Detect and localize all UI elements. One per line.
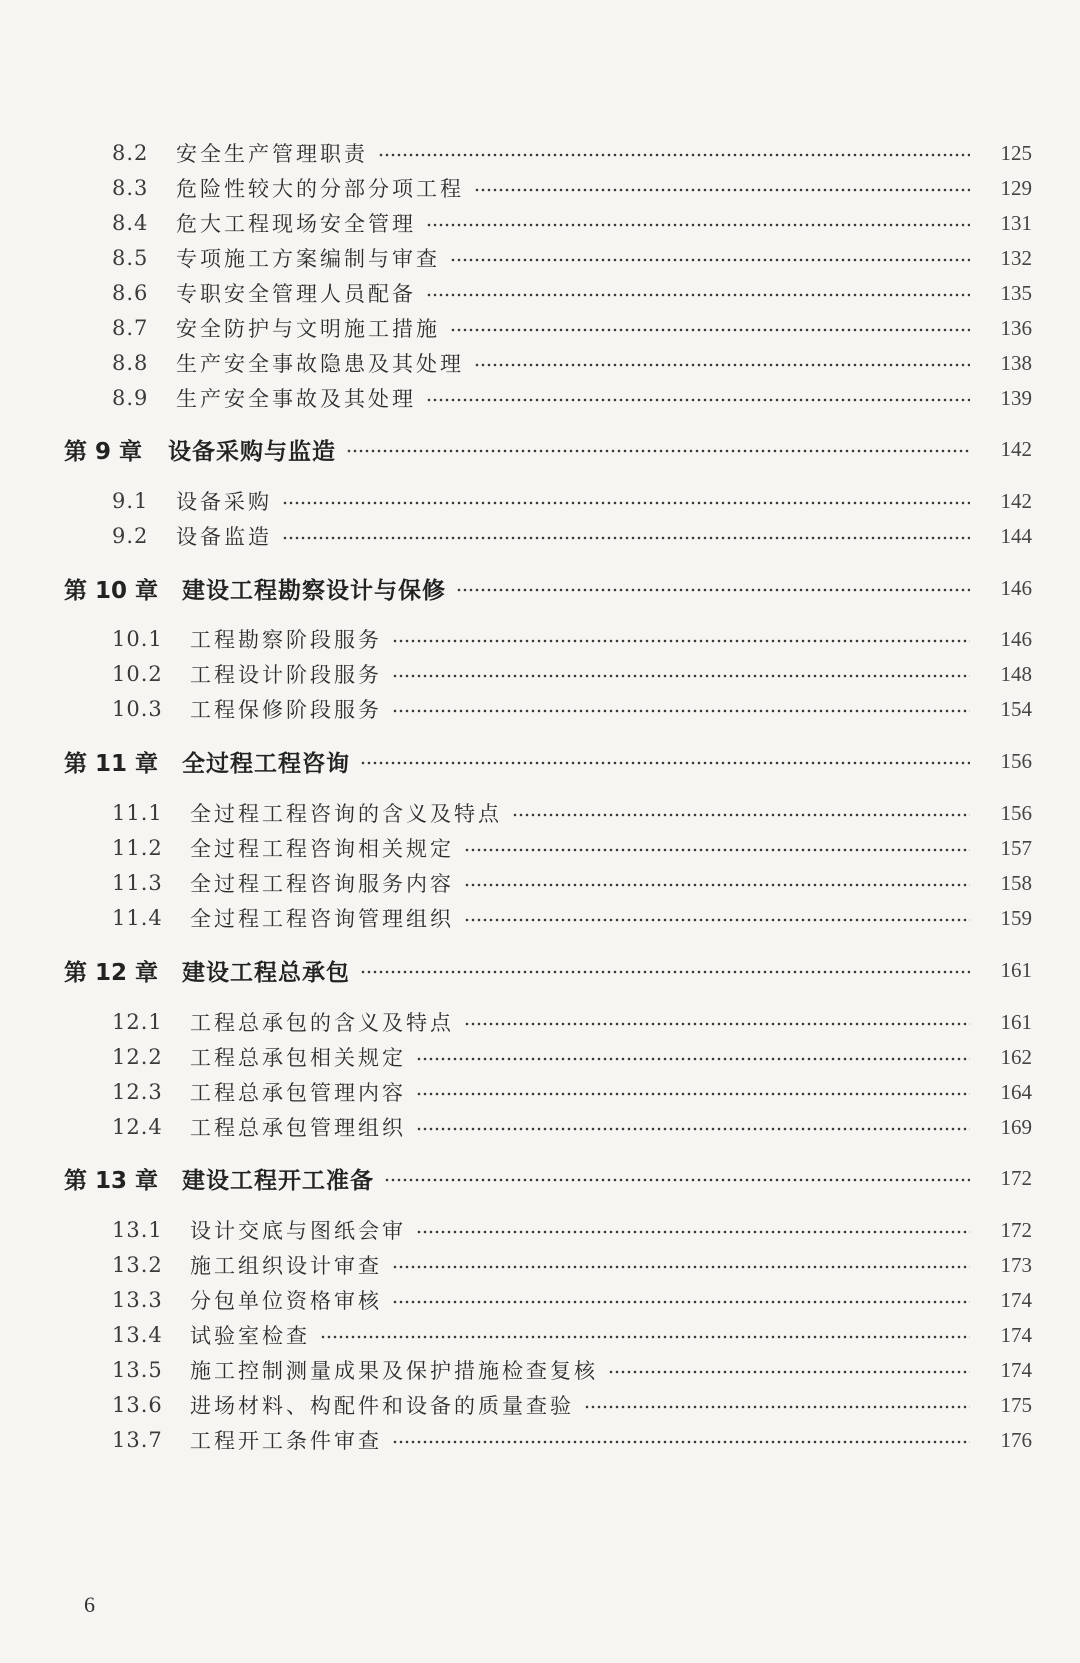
page-number: 129 bbox=[1000, 175, 1032, 200]
section-title: 安全生产管理职责 bbox=[176, 142, 368, 166]
toc-section-entry[interactable] bbox=[0, 171, 1080, 205]
chapter-number: 第 9 章 bbox=[64, 438, 143, 465]
section-title: 施工控制测量成果及保护措施检查复核 bbox=[190, 1359, 598, 1383]
toc-section-entry[interactable] bbox=[0, 276, 1080, 310]
page-number: 132 bbox=[1000, 245, 1032, 270]
chapter-title: 建设工程总承包 bbox=[182, 959, 350, 986]
page-number: 161 bbox=[1000, 957, 1032, 982]
dot-leader bbox=[378, 153, 970, 157]
page-number: 136 bbox=[1000, 315, 1032, 340]
toc-section-entry[interactable] bbox=[0, 519, 1080, 553]
section-title: 危险性较大的分部分项工程 bbox=[176, 177, 464, 201]
section-title: 专项施工方案编制与审查 bbox=[176, 247, 440, 271]
dot-leader bbox=[384, 1178, 970, 1182]
section-number: 8.9 bbox=[112, 386, 149, 410]
page-number: 159 bbox=[1000, 905, 1032, 930]
section-number: 10.2 bbox=[112, 662, 163, 686]
toc-section-entry[interactable] bbox=[0, 484, 1080, 518]
toc-chapter-entry[interactable] bbox=[0, 571, 1080, 605]
page-number: 125 bbox=[1000, 140, 1032, 165]
page-number: 162 bbox=[1000, 1044, 1032, 1069]
dot-leader bbox=[474, 363, 970, 367]
dot-leader bbox=[416, 1127, 970, 1131]
toc-section-entry[interactable] bbox=[0, 1110, 1080, 1144]
section-title: 全过程工程咨询相关规定 bbox=[190, 837, 454, 861]
dot-leader bbox=[346, 449, 970, 453]
toc-section-entry[interactable] bbox=[0, 1005, 1080, 1039]
toc-section-entry[interactable] bbox=[0, 1248, 1080, 1282]
dot-leader bbox=[282, 536, 970, 540]
section-number: 12.4 bbox=[112, 1115, 163, 1139]
dot-leader bbox=[416, 1092, 970, 1096]
section-number: 12.1 bbox=[112, 1010, 163, 1034]
page-number: 135 bbox=[1000, 280, 1032, 305]
toc-chapter-entry[interactable] bbox=[0, 1161, 1080, 1195]
toc-section-entry[interactable] bbox=[0, 136, 1080, 170]
section-title: 设计交底与图纸会审 bbox=[190, 1219, 406, 1243]
section-title: 危大工程现场安全管理 bbox=[176, 212, 416, 236]
section-title: 工程总承包管理组织 bbox=[190, 1116, 406, 1140]
dot-leader bbox=[392, 639, 970, 643]
dot-leader bbox=[608, 1370, 970, 1374]
toc-chapter-entry[interactable] bbox=[0, 953, 1080, 987]
page-number: 174 bbox=[1000, 1357, 1032, 1382]
section-number: 11.3 bbox=[112, 871, 163, 895]
section-number: 9.1 bbox=[112, 489, 149, 513]
toc-section-entry[interactable] bbox=[0, 1075, 1080, 1109]
section-number: 8.6 bbox=[112, 281, 149, 305]
chapter-title: 建设工程开工准备 bbox=[182, 1167, 374, 1194]
section-number: 13.5 bbox=[112, 1358, 163, 1382]
chapter-number: 第 13 章 bbox=[64, 1167, 159, 1194]
toc-section-entry[interactable] bbox=[0, 381, 1080, 415]
dot-leader bbox=[584, 1405, 970, 1409]
chapter-number: 第 10 章 bbox=[64, 577, 159, 604]
section-number: 8.7 bbox=[112, 316, 149, 340]
section-title: 全过程工程咨询服务内容 bbox=[190, 872, 454, 896]
dot-leader bbox=[474, 188, 970, 192]
page-number: 172 bbox=[1000, 1165, 1032, 1190]
chapter-title: 设备采购与监造 bbox=[168, 438, 336, 465]
dot-leader bbox=[282, 501, 970, 505]
dot-leader bbox=[456, 588, 970, 592]
dot-leader bbox=[450, 258, 970, 262]
toc-section-entry[interactable] bbox=[0, 866, 1080, 900]
dot-leader bbox=[392, 709, 970, 713]
toc-chapter-entry[interactable] bbox=[0, 744, 1080, 778]
page-number: 169 bbox=[1000, 1114, 1032, 1139]
toc-section-entry[interactable] bbox=[0, 901, 1080, 935]
toc-chapter-entry[interactable] bbox=[0, 432, 1080, 466]
dot-leader bbox=[392, 674, 970, 678]
dot-leader bbox=[426, 223, 970, 227]
page-number: 164 bbox=[1000, 1079, 1032, 1104]
section-number: 8.5 bbox=[112, 246, 149, 270]
section-number: 11.4 bbox=[112, 906, 163, 930]
section-title: 专职安全管理人员配备 bbox=[176, 282, 416, 306]
dot-leader bbox=[464, 1022, 970, 1026]
section-number: 13.7 bbox=[112, 1428, 163, 1452]
section-title: 试验室检查 bbox=[190, 1324, 310, 1348]
dot-leader bbox=[464, 883, 970, 887]
dot-leader bbox=[360, 970, 970, 974]
section-title: 全过程工程咨询管理组织 bbox=[190, 907, 454, 931]
section-title: 工程总承包的含义及特点 bbox=[190, 1011, 454, 1035]
page-number: 175 bbox=[1000, 1392, 1032, 1417]
dot-leader bbox=[464, 918, 970, 922]
section-title: 进场材料、构配件和设备的质量查验 bbox=[190, 1394, 574, 1418]
page-number: 148 bbox=[1000, 661, 1032, 686]
section-number: 13.2 bbox=[112, 1253, 163, 1277]
section-number: 8.4 bbox=[112, 211, 149, 235]
section-number: 8.2 bbox=[112, 141, 149, 165]
dot-leader bbox=[512, 813, 970, 817]
page-number: 139 bbox=[1000, 385, 1032, 410]
page-number: 172 bbox=[1000, 1217, 1032, 1242]
page-number: 176 bbox=[1000, 1427, 1032, 1452]
toc-section-entry[interactable] bbox=[0, 1213, 1080, 1247]
dot-leader bbox=[392, 1440, 970, 1444]
section-number: 11.1 bbox=[112, 801, 163, 825]
section-number: 12.2 bbox=[112, 1045, 163, 1069]
toc-section-entry[interactable] bbox=[0, 657, 1080, 691]
toc-section-entry[interactable] bbox=[0, 692, 1080, 726]
toc-section-entry[interactable] bbox=[0, 241, 1080, 275]
page-number: 146 bbox=[1000, 626, 1032, 651]
dot-leader bbox=[392, 1265, 970, 1269]
toc-section-entry[interactable] bbox=[0, 1388, 1080, 1422]
toc-section-entry[interactable] bbox=[0, 1040, 1080, 1074]
section-number: 13.4 bbox=[112, 1323, 163, 1347]
page-number: 174 bbox=[1000, 1322, 1032, 1347]
toc-section-entry[interactable] bbox=[0, 1353, 1080, 1387]
page-number: 158 bbox=[1000, 870, 1032, 895]
dot-leader bbox=[416, 1230, 970, 1234]
section-title: 施工组织设计审查 bbox=[190, 1254, 382, 1278]
toc-section-entry[interactable] bbox=[0, 796, 1080, 830]
toc-section-entry[interactable] bbox=[0, 622, 1080, 656]
section-number: 13.1 bbox=[112, 1218, 163, 1242]
toc-section-entry[interactable] bbox=[0, 311, 1080, 345]
section-title: 设备采购 bbox=[176, 490, 272, 514]
section-number: 8.8 bbox=[112, 351, 149, 375]
section-title: 全过程工程咨询的含义及特点 bbox=[190, 802, 502, 826]
toc-section-entry[interactable] bbox=[0, 1283, 1080, 1317]
section-title: 工程开工条件审查 bbox=[190, 1429, 382, 1453]
toc-section-entry[interactable] bbox=[0, 831, 1080, 865]
dot-leader bbox=[320, 1335, 970, 1339]
dot-leader bbox=[426, 293, 970, 297]
section-title: 生产安全事故及其处理 bbox=[176, 387, 416, 411]
dot-leader bbox=[426, 398, 970, 402]
page-number: 146 bbox=[1000, 575, 1032, 600]
chapter-number: 第 11 章 bbox=[64, 750, 159, 777]
section-number: 13.6 bbox=[112, 1393, 163, 1417]
section-title: 工程设计阶段服务 bbox=[190, 663, 382, 687]
section-title: 工程勘察阶段服务 bbox=[190, 628, 382, 652]
section-title: 安全防护与文明施工措施 bbox=[176, 317, 440, 341]
section-title: 工程保修阶段服务 bbox=[190, 698, 382, 722]
section-number: 8.3 bbox=[112, 176, 149, 200]
section-number: 9.2 bbox=[112, 524, 149, 548]
section-title: 工程总承包相关规定 bbox=[190, 1046, 406, 1070]
page-number: 174 bbox=[1000, 1287, 1032, 1312]
chapter-title: 全过程工程咨询 bbox=[182, 750, 350, 777]
dot-leader bbox=[464, 848, 970, 852]
chapter-number: 第 12 章 bbox=[64, 959, 159, 986]
page-number: 173 bbox=[1000, 1252, 1032, 1277]
page-number: 138 bbox=[1000, 350, 1032, 375]
section-number: 10.3 bbox=[112, 697, 163, 721]
page-folio-number: 6 bbox=[84, 1592, 95, 1617]
page-number: 154 bbox=[1000, 696, 1032, 721]
page-number: 144 bbox=[1000, 523, 1032, 548]
section-title: 生产安全事故隐患及其处理 bbox=[176, 352, 464, 376]
section-title: 工程总承包管理内容 bbox=[190, 1081, 406, 1105]
toc-section-entry[interactable] bbox=[0, 206, 1080, 240]
section-number: 13.3 bbox=[112, 1288, 163, 1312]
dot-leader bbox=[392, 1300, 970, 1304]
section-title: 设备监造 bbox=[176, 525, 272, 549]
toc-section-entry[interactable] bbox=[0, 1318, 1080, 1352]
section-title: 分包单位资格审核 bbox=[190, 1289, 382, 1313]
page-number: 142 bbox=[1000, 436, 1032, 461]
chapter-title: 建设工程勘察设计与保修 bbox=[182, 577, 446, 604]
dot-leader bbox=[450, 328, 970, 332]
toc-section-entry[interactable] bbox=[0, 1423, 1080, 1457]
page-number: 131 bbox=[1000, 210, 1032, 235]
dot-leader bbox=[416, 1057, 970, 1061]
page-number: 161 bbox=[1000, 1009, 1032, 1034]
section-number: 12.3 bbox=[112, 1080, 163, 1104]
toc-section-entry[interactable] bbox=[0, 346, 1080, 380]
dot-leader bbox=[360, 761, 970, 765]
page-number: 156 bbox=[1000, 800, 1032, 825]
section-number: 11.2 bbox=[112, 836, 163, 860]
page-number: 156 bbox=[1000, 748, 1032, 773]
section-number: 10.1 bbox=[112, 627, 163, 651]
page-number: 157 bbox=[1000, 835, 1032, 860]
page-number: 142 bbox=[1000, 488, 1032, 513]
